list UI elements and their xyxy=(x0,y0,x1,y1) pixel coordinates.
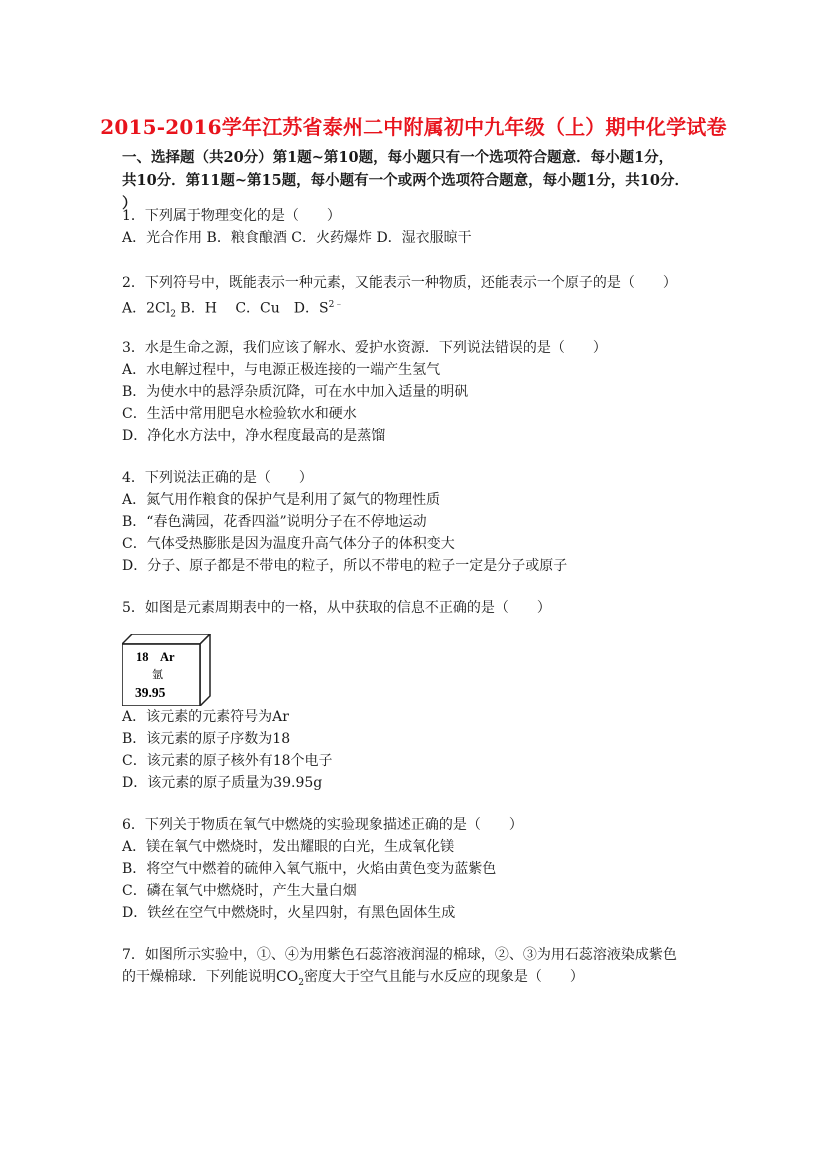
question-5-options xyxy=(122,706,722,794)
element-number: 18 xyxy=(136,650,149,664)
option-c: C．该元素的原子核外有18个电子 xyxy=(122,753,333,769)
stem-text-a: 的干燥棉球．下列能说明CO xyxy=(122,969,299,985)
element-mass: 39.95 xyxy=(135,685,166,700)
question-6 xyxy=(122,814,722,924)
question-stem: 6．下列关于物质在氧气中燃烧的实验现象描述正确的是（ ） xyxy=(122,817,523,833)
option-a: A．镁在氧气中燃烧时，发出耀眼的白光，生成氧化镁 xyxy=(122,839,455,855)
element-name: 氩 xyxy=(152,668,163,681)
option-a: A．水电解过程中，与电源正极连接的一端产生氢气 xyxy=(122,362,441,378)
option-b: B．该元素的原子序数为18 xyxy=(122,731,291,747)
question-stem: 7．如图所示实验中，①、④为用紫色石蕊溶液润湿的棉球，②、③为用石蕊溶液染成紫色 xyxy=(122,947,677,963)
question-options: A．光合作用 B．粮食酿酒 C．火药爆炸 D．湿衣服晾干 xyxy=(122,230,472,246)
option-d: D．净化水方法中，净水程度最高的是蒸馏 xyxy=(122,428,386,444)
question-4 xyxy=(122,467,722,577)
question-1 xyxy=(122,205,722,249)
question-options xyxy=(122,294,722,320)
option-rest-text: B．H C．Cu D．S xyxy=(175,300,329,317)
option-d-superscript: 2﹣ xyxy=(328,300,344,310)
option-d: D．该元素的原子质量为39.95g xyxy=(122,775,323,791)
option-a-text: A．2Cl xyxy=(122,300,171,317)
option-a-subscript: 2 xyxy=(170,309,176,320)
option-c: C．磷在氧气中燃烧时，产生大量白烟 xyxy=(122,883,357,899)
question-stem: 2．下列符号中，既能表示一种元素，又能表示一种物质，还能表示一个原子的是（ ） xyxy=(122,275,677,291)
section-line-1: 一、选择题（共20分）第1题~第10题，每小题只有一个选项符合题意．每小题1分， xyxy=(122,149,674,166)
question-stem-continued xyxy=(122,966,722,988)
question-stem: 5．如图是元素周期表中的一格，从中获取的信息不正确的是（ ） xyxy=(122,600,551,616)
stem-text-b: 密度大于空气且能与水反应的现象是（ ） xyxy=(303,969,584,985)
element-cell-figure xyxy=(122,634,212,706)
section-line-2: 共10分．第11题~第15题，每小题有一个或两个选项符合题意，每小题1分，共10分． xyxy=(122,172,689,189)
option-c: C．气体受热膨胀是因为温度升高气体分子的体积变大 xyxy=(122,536,455,552)
option-b: B．“春色满园，花香四溢”说明分子在不停地运动 xyxy=(122,514,427,530)
option-b: B．为使水中的悬浮杂质沉降，可在水中加入适量的明矾 xyxy=(122,384,469,400)
option-b: B．将空气中燃着的硫伸入氧气瓶中，火焰由黄色变为蓝紫色 xyxy=(122,861,497,877)
question-7 xyxy=(122,944,722,988)
question-2 xyxy=(122,272,722,320)
co2-subscript: 2 xyxy=(298,977,304,988)
option-c: C．生活中常用肥皂水检验软水和硬水 xyxy=(122,406,357,422)
option-a: A．氮气用作粮食的保护气是利用了氮气的物理性质 xyxy=(122,492,441,508)
question-5 xyxy=(122,597,722,619)
section-line-3: ） xyxy=(122,195,137,212)
question-stem: 3．水是生命之源，我们应该了解水、爱护水资源．下列说法错误的是（ ） xyxy=(122,340,607,356)
option-d: D．分子、原子都是不带电的粒子，所以不带电的粒子一定是分子或原子 xyxy=(122,558,568,574)
element-symbol: Ar xyxy=(160,650,175,664)
question-stem: 1．下列属于物理变化的是（ ） xyxy=(122,208,341,224)
question-3 xyxy=(122,337,722,447)
option-d: D．铁丝在空气中燃烧时，火星四射，有黑色固体生成 xyxy=(122,905,456,921)
question-stem: 4．下列说法正确的是（ ） xyxy=(122,470,313,486)
exam-title: 2015-2016学年江苏省泰州二中附属初中九年级（上）期中化学试卷 xyxy=(100,115,727,139)
option-a: A．该元素的元素符号为Ar xyxy=(122,709,289,725)
